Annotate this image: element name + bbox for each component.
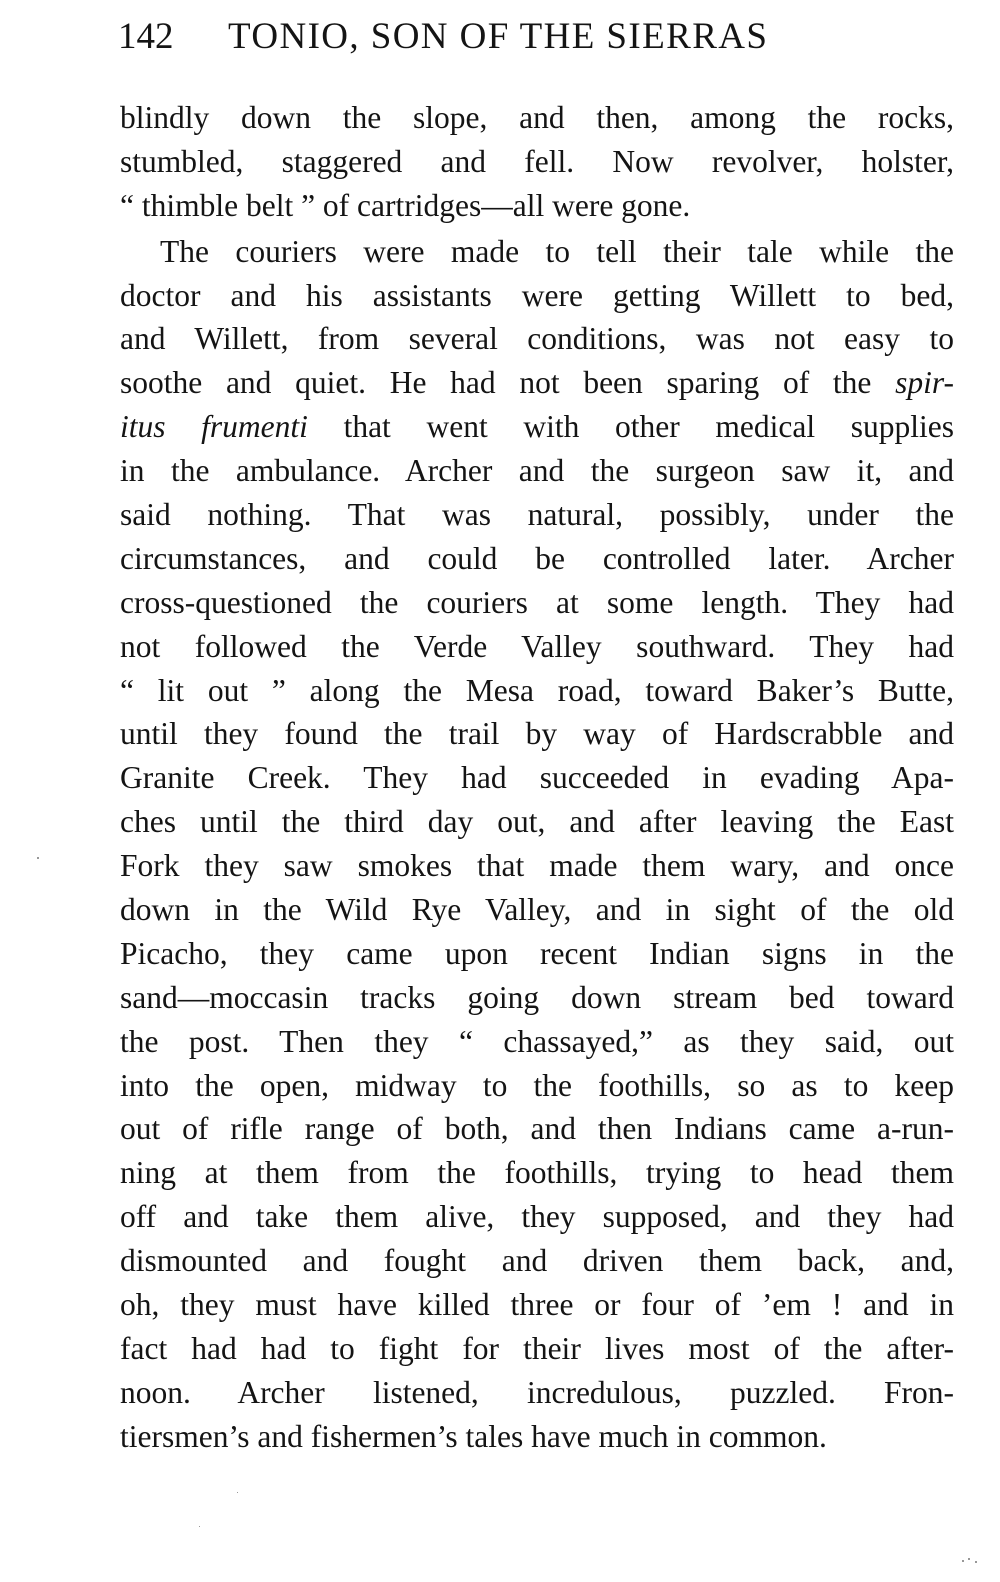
text-line: itus frumenti that went with other medical supplies [120, 409, 954, 445]
text-line: “ thimble belt ” of cartridges—all were gone. [120, 187, 691, 223]
text-line: and Willett, from several conditions, was not easy to [120, 321, 954, 357]
text-line: not followed the Verde Valley southward. They had [120, 628, 954, 664]
text-line: off and take them alive, they supposed, and they had [120, 1199, 954, 1235]
text-line: until they found the trail by way of Hardscrabble and [120, 716, 954, 752]
text-line: Picacho, they came upon recent Indian signs in the [120, 935, 954, 971]
text-line: the post. Then they “ chassayed,” as they said, out [120, 1023, 954, 1059]
latin-phrase: itus frumenti [120, 409, 308, 445]
text-line: ches until the third day out, and after leaving the East [120, 804, 954, 840]
text-line: in the ambulance. Archer and the surgeon saw it, and [120, 453, 954, 489]
scan-speck [968, 1558, 970, 1560]
text-line: stumbled, staggered and fell. Now revolver, holster, [120, 143, 954, 179]
text-line: said nothing. That was natural, possibly, under the [120, 497, 954, 533]
text-line: “ lit out ” along the Mesa road, toward Baker’s Butte, [120, 672, 954, 708]
text-line: dismounted and fought and driven them back, and, [120, 1243, 954, 1279]
scan-speck [975, 1561, 977, 1563]
page-number: 142 [118, 16, 174, 57]
text-line: oh, they must have killed three or four of ’em ! and in [120, 1287, 954, 1323]
scan-speck [199, 1526, 200, 1527]
text-line: ning at them from the foothills, trying to head them [120, 1155, 954, 1191]
text-line: circumstances, and could be controlled later. Archer [120, 540, 954, 576]
text-line: Granite Creek. They had succeeded in evading Apa- [120, 760, 954, 796]
scan-speck [237, 1492, 238, 1493]
text-line: soothe and quiet. He had not been sparing of the spir- [120, 365, 954, 401]
text-line: The couriers were made to tell their tale while the [160, 233, 954, 269]
text-line: fact had had to fight for their lives most of the after- [120, 1330, 954, 1366]
text-line: sand—moccasin tracks going down stream bed toward [120, 979, 954, 1015]
scan-speck [37, 857, 39, 859]
body-text [120, 96, 954, 1459]
text-line: Fork they saw smokes that made them wary, and once [120, 848, 954, 884]
scan-speck [962, 1560, 964, 1562]
text-line: out of rifle range of both, and then Indians came a-run- [120, 1111, 954, 1147]
text-line: down in the Wild Rye Valley, and in sight of the old [120, 892, 954, 928]
text-line: doctor and his assistants were getting Willett to bed, [120, 277, 954, 313]
text-line: tiersmen’s and fishermen’s tales have much in common. [120, 1418, 827, 1454]
book-title: TONIO, SON OF THE SIERRAS [228, 16, 769, 57]
text-line: noon. Archer listened, incredulous, puzzled. Fron- [120, 1374, 954, 1410]
paragraph [120, 230, 954, 1459]
text-line: into the open, midway to the foothills, so as to keep [120, 1067, 954, 1103]
text-line: cross-questioned the couriers at some length. They had [120, 584, 954, 620]
paragraph [120, 96, 954, 228]
running-head [118, 12, 958, 62]
text-line: blindly down the slope, and then, among the rocks, [120, 100, 954, 135]
latin-phrase: spir- [895, 365, 954, 401]
